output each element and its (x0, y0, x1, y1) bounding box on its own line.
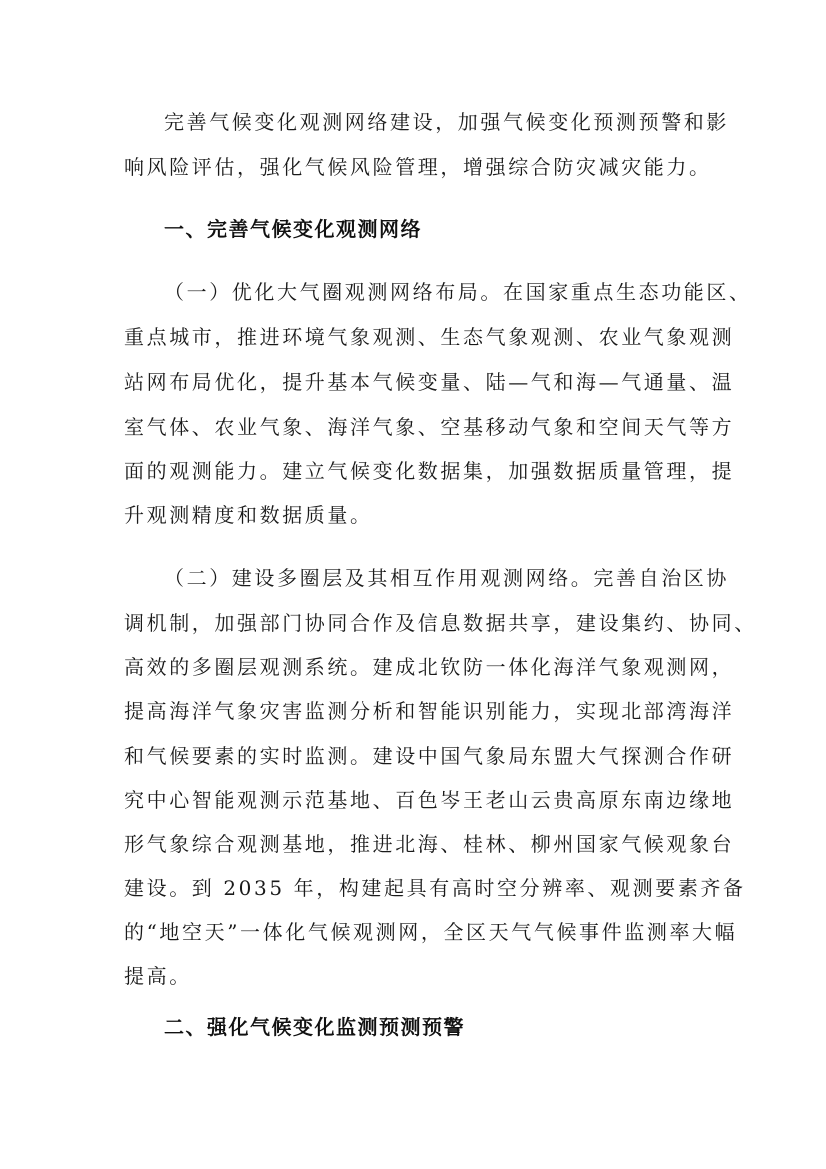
section-heading-2: 二、强化气候变化监测预测预警 (164, 1015, 465, 1039)
para2-line-8: 建设。到 2035 年，构建起具有高时空分辨率、观测要素齐备 (124, 876, 746, 900)
intro-line-1: 完善气候变化观测网络建设，加强气候变化预测预警和影 (164, 110, 729, 134)
para1-line-6: 升观测精度和数据质量。 (124, 503, 373, 527)
section-heading-1: 一、完善气候变化观测网络 (164, 217, 422, 241)
para1-line-4: 室气体、农业气象、海洋气象、空基移动气象和空间天气等方 (124, 415, 735, 439)
para2-line-9: 的“地空天”一体化气候观测网，全区天气气候事件监测率大幅 (124, 920, 738, 944)
para2-line-10: 提高。 (124, 964, 192, 988)
para1-line-2: 重点城市，推进环境气象观测、生态气象观测、农业气象观测 (124, 325, 735, 349)
para2-line-5: 和气候要素的实时监测。建设中国气象局东盟大气探测合作研 (124, 744, 735, 768)
para2-line-3: 高效的多圈层观测系统。建成北钦防一体化海洋气象观测网， (124, 655, 735, 679)
para2-line-6: 究中心智能观测示范基地、百色岑王老山云贵高原东南边缘地 (124, 788, 735, 812)
para1-line-1: （一）优化大气圈观测网络布局。在国家重点生态功能区、 (164, 280, 752, 304)
para2-line-7: 形气象综合观测基地，推进北海、桂林、柳州国家气候观象台 (124, 832, 735, 856)
intro-line-2: 响风险评估，强化气候风险管理，增强综合防灾减灾能力。 (124, 155, 712, 179)
para2-line-2: 调机制，加强部门协同合作及信息数据共享，建设集约、协同、 (124, 611, 757, 635)
para2-line-1: （二）建设多圈层及其相互作用观测网络。完善自治区协 (164, 566, 729, 590)
para1-line-5: 面的观测能力。建立气候变化数据集，加强数据质量管理，提 (124, 459, 735, 483)
para1-line-3: 站网布局优化，提升基本气候变量、陆—气和海—气通量、温 (124, 370, 735, 394)
para2-line-4: 提高海洋气象灾害监测分析和智能识别能力，实现北部湾海洋 (124, 699, 735, 723)
